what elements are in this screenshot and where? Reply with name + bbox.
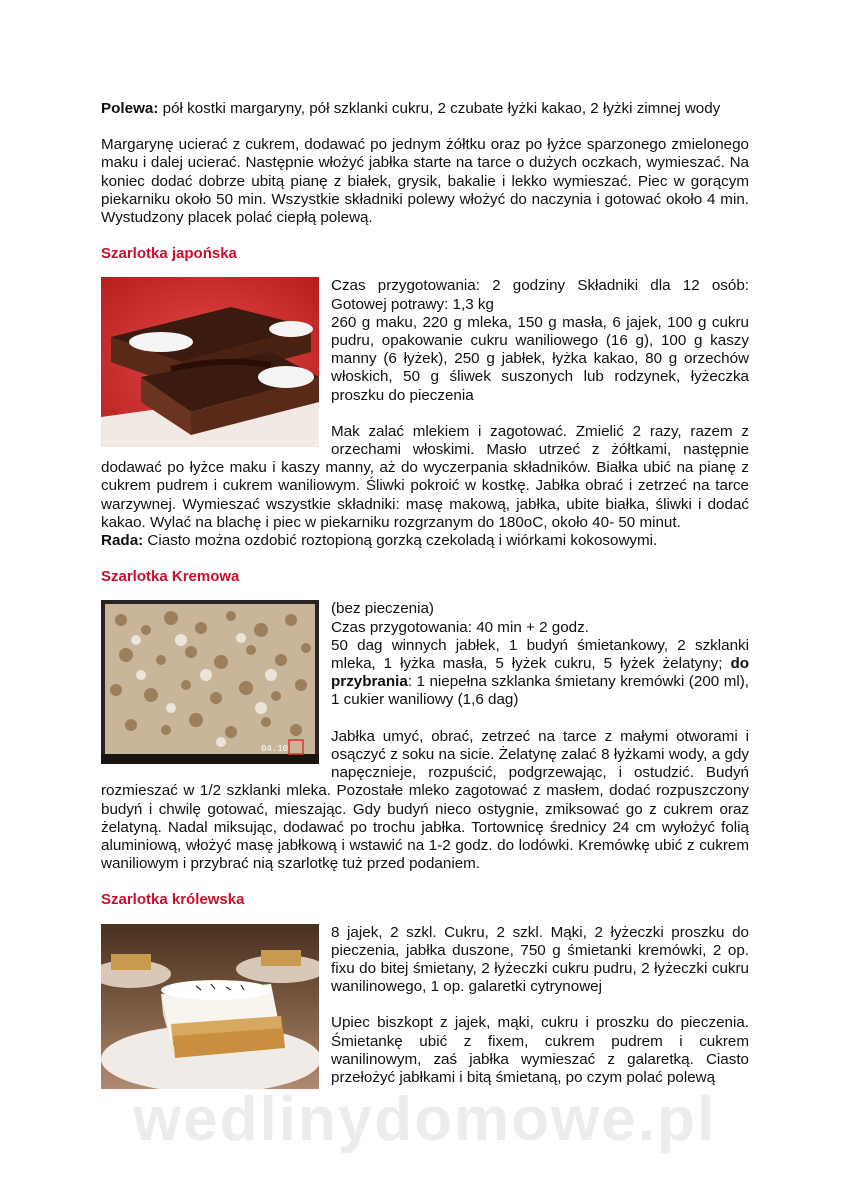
kremowa-ingredients-bold: do przybrania — [331, 655, 749, 691]
krolewska-method: Upiec biszkopt z jajek, mąki, cukru i proszku do pieczenia. Śmietankę ubić z fixem, cukrem pudrem i cukrem wanilinowym, zaś jabłka wymieszać z galaretką. Ciasto przełożyć jabłkami i bitą śmietaną, po czym polać polewą — [331, 1014, 749, 1086]
section-title-krolewska: Szarlotka królewska — [101, 891, 245, 909]
japonska-method: Mak zalać mlekiem i zagotować. Zmielić 2 razy, razem z orzechami włoskimi. Masło utrzeć z żółtkami, następnie dodawać po łyżce maku i kaszy manny, aż do wyczerpania składników. Białka ubić na pianę z cukrem pudrem i cukrem waniliowym. Śliwki pokroić w kostkę. Jabłka obrać i zetrzeć na tarce warzywnej. Wymieszać wszystkie składniki: masę makową, jabłka, ubite białka, śliwki i dodać kakao. Wylać na blachę i piec w piekarniku rozgrzanym do 180oC, około 40- 50 minut. — [101, 422, 749, 531]
cake-photo-krolewska — [101, 924, 319, 1089]
kremowa-ingredients-b: : 1 niepełna szklanka śmietany kremówki (200 ml), 1 cukier waniliowy (1,6 dag) — [331, 673, 749, 709]
document-body — [101, 100, 749, 1095]
kremowa-method: Jabłka umyć, obrać, zetrzeć na tarce z małymi otworami i osączyć z soku na sicie. Żelatynę zalać 8 łyżkami wody, a gdy napęcznieje, rozpuścić, podgrzewając, i ostudzić. Budyń rozmieszać w 1/2 szklanki mleka. Pozostałe mleko zagotować z masłem, dodać rozpuszczony budyń i chwilę gotować, mieszając. Gdy budyń nieco ostygnie, zmiksować go z cukrem oraz żelatyną. Nadal miksując, dodawać po trochu jabłka. Tortownicę średnicy 24 cm wyłożyć folią aluminiową, włożyć masę jabłkową i wstawić na 1-2 godz. do lodówki. Kremówkę ubić z cukrem waniliowym i przybrać nią szarlotkę tuż przed podaniem. — [101, 727, 749, 873]
section-title-japonska: Szarlotka japońska — [101, 245, 237, 263]
kremowa-ingredients-a: 50 dag winnych jabłek, 1 budyń śmietankowy, 2 szklanki mleka, 1 łyżka masła, 5 łyżek cukru, 5 łyżek żelatyny; — [331, 636, 749, 673]
krolewska-ingredients: 8 jajek, 2 szkl. Cukru, 2 szkl. Mąki, 2 łyżeczki proszku do pieczenia, jabłka duszone, 750 g śmietanki kremówki, 2 op. fixu do bitej śmietany, 2 łyżeczki cukru pudru, 2 łyżeczki cukru wanilinowego, 1 op. galaretki cytrynowej — [331, 923, 749, 996]
tip-text: Ciasto można ozdobić roztopioną gorzką czekoladą i wiórkami kokosowymi. — [143, 532, 658, 550]
section-title-kremowa: Szarlotka Kremowa — [101, 568, 240, 586]
polewa-line — [101, 100, 749, 118]
tip-label: Rada: — [101, 532, 144, 550]
japonska-time: Czas przygotowania: 2 godziny Składniki dla 12 osób: Gotowej potrawy: 1,3 kg — [331, 277, 749, 313]
polewa-text: pół kostki margaryny, pół szklanki cukru, 2 czubate łyżki kakao, 2 łyżki zimnej wody — [158, 100, 721, 117]
kremowa-time: Czas przygotowania: 40 min + 2 godz. — [331, 618, 589, 636]
japonska-tip — [101, 532, 749, 550]
intro-paragraph: Margarynę ucierać z cukrem, dodawać po jednym żółtku oraz po łyżce sparzonego zmielonego maku i dalej ucierać. Następnie włożyć jabłka starte na tarce o dużych oczkach, wymieszać. Na koniec dodać dobrze ubitą pianę z białek, grysik, bakalie i lekko wymieszać. Piec w gorącym piekarniku około 50 min. Wszystkie składniki polewy włożyć do naczynia i gotować około 4 min. Wystudzony placek polać ciepłą polewą. — [101, 136, 749, 227]
site-watermark: wedlinydomowe.pl — [132, 1085, 717, 1154]
cake-photo-japonska — [101, 277, 319, 447]
polewa-label: Polewa: — [101, 100, 159, 117]
cake-photo-kremowa — [101, 600, 319, 764]
kremowa-note: (bez pieczenia) — [331, 600, 434, 618]
photo-timestamp: 04.10 — [261, 744, 289, 755]
japonska-ingredients: 260 g maku, 220 g mleka, 150 g masła, 6 jajek, 100 g cukru pudru, opakowanie cukru waniliowego (16 g), 100 g kaszy manny (6 łyżek), 250 g jabłek, łyżka kakao, 80 g orzechów włoskich, 50 g śliwek suszonych lub rodzynek, łyżeczka proszku do pieczenia — [331, 313, 749, 404]
